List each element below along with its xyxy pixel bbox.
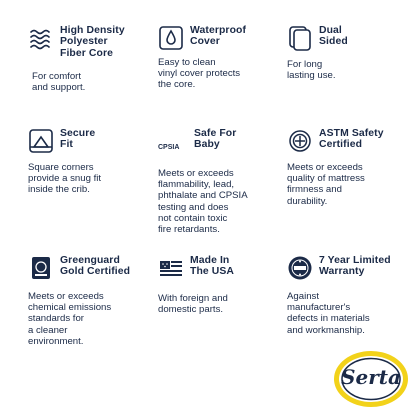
feature-greenguard bbox=[28, 255, 158, 347]
feature-description: For long lasting use. bbox=[287, 59, 336, 82]
usa-flag-icon bbox=[158, 255, 184, 281]
cpsia-icon bbox=[158, 128, 188, 160]
feature-secure-fit bbox=[28, 128, 158, 196]
feature-title: Greenguard Gold Certified bbox=[60, 255, 131, 278]
warranty-seal-icon bbox=[287, 255, 313, 281]
brand-name: Serta bbox=[341, 365, 401, 389]
feature-description: Easy to clean vinyl cover protects the core. bbox=[158, 57, 241, 91]
wavy-layers-icon bbox=[28, 25, 54, 51]
dual-sided-icon bbox=[287, 25, 313, 51]
feature-waterproof-cover bbox=[158, 25, 288, 91]
feature-description: Meets or exceeds flammability, lead, phthalate and CPSIA testing and does not contain toxic fire retardants. bbox=[158, 168, 248, 236]
feature-title: Made In The USA bbox=[190, 255, 234, 278]
feature-title: 7 Year Limited Warranty bbox=[319, 255, 391, 278]
feature-description: Against manufacturer's defects in materials and workmanship. bbox=[287, 291, 370, 336]
feature-description: Square corners provide a snug fit inside the crib. bbox=[28, 162, 102, 196]
feature-title: ASTM Safety Certified bbox=[319, 128, 384, 151]
feature-title: High Density Polyester Fiber Core bbox=[60, 25, 125, 59]
feature-warranty bbox=[287, 255, 416, 336]
feature-title: Safe For Baby bbox=[194, 128, 237, 151]
feature-high-density-core bbox=[28, 25, 158, 94]
cpsia-label: CPSIA bbox=[158, 143, 180, 151]
feature-made-in-usa bbox=[158, 255, 288, 315]
corner-fit-icon bbox=[28, 128, 54, 154]
feature-astm-certified bbox=[287, 128, 416, 207]
feature-title: Dual Sided bbox=[319, 25, 348, 48]
feature-description: Meets or exceeds chemical emissions standards for a cleaner environment. bbox=[28, 291, 112, 347]
feature-safe-for-baby bbox=[158, 128, 288, 235]
water-drop-icon bbox=[158, 25, 184, 51]
feature-description: With foreign and domestic parts. bbox=[158, 293, 228, 316]
feature-description: Meets or exceeds quality of mattress firmness and durability. bbox=[287, 162, 365, 207]
serta-logo bbox=[331, 347, 411, 411]
feature-description: For comfort and support. bbox=[32, 71, 86, 94]
feature-dual-sided bbox=[287, 25, 416, 81]
greenguard-icon bbox=[28, 255, 54, 281]
feature-title: Secure Fit bbox=[60, 128, 96, 151]
feature-title: Waterproof Cover bbox=[190, 25, 247, 48]
astm-icon bbox=[287, 128, 313, 154]
